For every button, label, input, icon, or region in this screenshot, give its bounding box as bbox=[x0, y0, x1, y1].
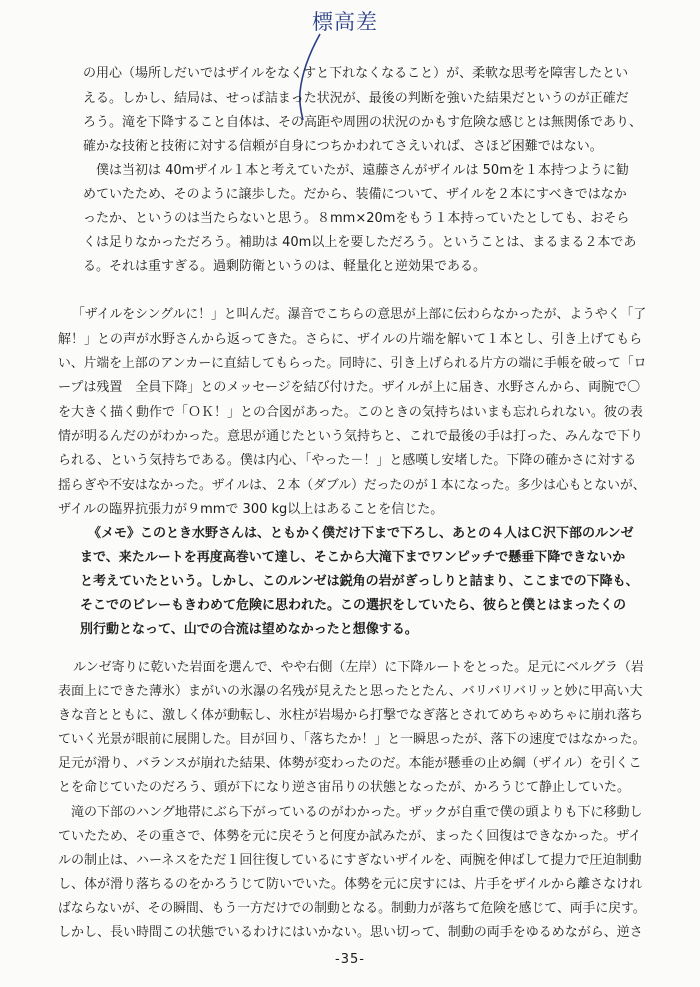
text-line: 確かな技術と技術に対する信頼が自身につちかわれてさえいれば、さほど困難ではない。 bbox=[83, 139, 603, 154]
text-line: られる、という気持ちである。僕は内心、「やった－！」と感嘆し安堵した。下降の確かさに対する bbox=[58, 453, 637, 468]
text-line: きな音とともに、激しく体が動転し、氷柱が岩場から打撃でなぎ落とされてめちゃめちゃに崩れ落ち bbox=[58, 708, 644, 723]
text-line: ープは残置 全員下降」とのメッセージを結び付けた。ザイルが上に届き、水野さんから、両腕で〇 bbox=[58, 380, 641, 395]
text-line: し、体が滑り落ちるのをかろうじて防いでいた。体勢を元に戻すには、片手をザイルから離さなけれ bbox=[58, 877, 643, 892]
text-line: ザイルの臨界抗張力が９mmで 300 kg以上はあることを信じた。 bbox=[58, 502, 444, 517]
text-line: 揺らぎや不安はなかった。ザイルは、２本（ダブル）だったのが１本になった。多少は心もとないが、 bbox=[58, 478, 646, 493]
text-line: を大きく描く動作で「ＯＫ！」との合図があった。このときの気持ちはいまも忘れられない。彼の表 bbox=[58, 405, 643, 420]
text-line: めていたため、そのように譲歩した。だから、装備について、ザイルを２本にすべきではなか bbox=[83, 187, 627, 202]
handwritten-annotation: 標高差 bbox=[312, 10, 378, 34]
text-line: 「ザイルをシングルに！」と叫んだ。瀑音でこちらの意思が上部に伝わらなかったが、ようやく「了 bbox=[72, 307, 647, 322]
text-line: ろう。滝を下降すること自体は、その高距や周囲の状況のかもす危険な感じとは無関係であり、 bbox=[83, 115, 643, 130]
page-number: -35- bbox=[335, 952, 365, 967]
text-line: 表面上にできた薄氷）まがいの氷瀑の名残が見えたと思ったとたん、バリバリバリッと妙に甲高い大 bbox=[58, 684, 643, 699]
text-line: ルの制止は、ハーネスをただ１回往復しているにすぎないザイルを、両腕を伸ばして提力で圧迫制動 bbox=[58, 853, 642, 868]
text-line: ったか、というのは当たらないと思う。８mm×20mをもう１本持っていたとしても、おそら bbox=[83, 211, 630, 226]
text-line: まで、来たルートを再度高巻いて達し、そこから大滝下までワンピッチで懸垂下降できないか bbox=[80, 550, 626, 565]
text-line: ばならないが、その瞬間、もう一方だけでの制動となる。制動力が落ちて危険を感じて、両手に戻す。 bbox=[58, 901, 646, 916]
text-line: 僕は当初は 40mザイル１本と考えていたが、遠藤さんがザイルは 50mを１本持つように勧 bbox=[83, 163, 629, 178]
text-line: る。それは重すぎる。過剰防衛というのは、軽量化と逆効果である。 bbox=[83, 259, 487, 274]
text-line: い、片端を上部のアンカーに直結してもらった。同時に、引き上げられる片方の端に手帳を破って「ロ bbox=[58, 356, 647, 371]
text-line: える。しかし、結局は、せっぱ詰まった状況が、最後の判断を強いた結果だというのが正確だ bbox=[83, 91, 629, 106]
text-line: ていく光景が眼前に展開した。目が回り、「落ちたか！」と一瞬思ったが、落下の速度ではなかった。 bbox=[58, 732, 646, 747]
text-line: ルンゼ寄りに乾いた岩面を選んで、やや右側（左岸）に下降ルートをとった。足元にベルグラ（岩 bbox=[73, 660, 644, 675]
text-line: の用心（場所しだいではザイルをなくすと下れなくなること）が、柔軟な思考を障害したとい bbox=[83, 66, 629, 81]
text-line: くは足りなかっただろう。補助は 40m以上を要しただろう。ということは、まるまる２本であ bbox=[83, 235, 637, 250]
text-line: 足元が滑り、バランスが崩れた結果、体勢が変わったのだ。本能が懸垂の止め綱（ザイル）を引くこ bbox=[58, 756, 642, 771]
text-line: 解！」との声が水野さんから返ってきた。さらに、ザイルの片端を解いて１本とし、引き上げてもら bbox=[58, 332, 643, 347]
text-line: と考えていたという。しかし、このルンゼは鋭角の岩がぎっしりと詰まり、ここまでの下降も、 bbox=[80, 574, 639, 589]
text-line: 別行動となって、山での合流は望めなかったと想像する。 bbox=[80, 622, 418, 637]
text-line: しかし、長い時間この状態でいるわけにはいかない。思い切って、制動の両手をゆるめながら、逆さ bbox=[58, 925, 643, 940]
text-line: 情が明るんだのがわかった。意思が通じたという気持ちと、これで最後の手は打った、みんなで下り bbox=[58, 429, 644, 444]
text-line: 滝の下部のハング地帯にぶら下がっているのがわかった。ザックが自重で僕の頭よりも下に移動し bbox=[58, 805, 643, 820]
text-line: そこでのビレーもきわめて危険に思われた。この選択をしていたら、彼らと僕とはまったくの bbox=[80, 598, 627, 613]
text-line: とを命じていたのだろう、頭が下になり逆さ宙吊りの状態となったが、かろうじて静止していた。 bbox=[58, 780, 631, 795]
text-line: 《メモ》このとき水野さんは、ともかく僕だけ下まで下ろし、あとの４人はＣ沢下部のルンゼ bbox=[88, 526, 634, 541]
text-line: ていたため、その重さで、体勢を元に戻そうと何度か試みたが、まったく回復はできなかった。ザイ bbox=[58, 829, 642, 844]
